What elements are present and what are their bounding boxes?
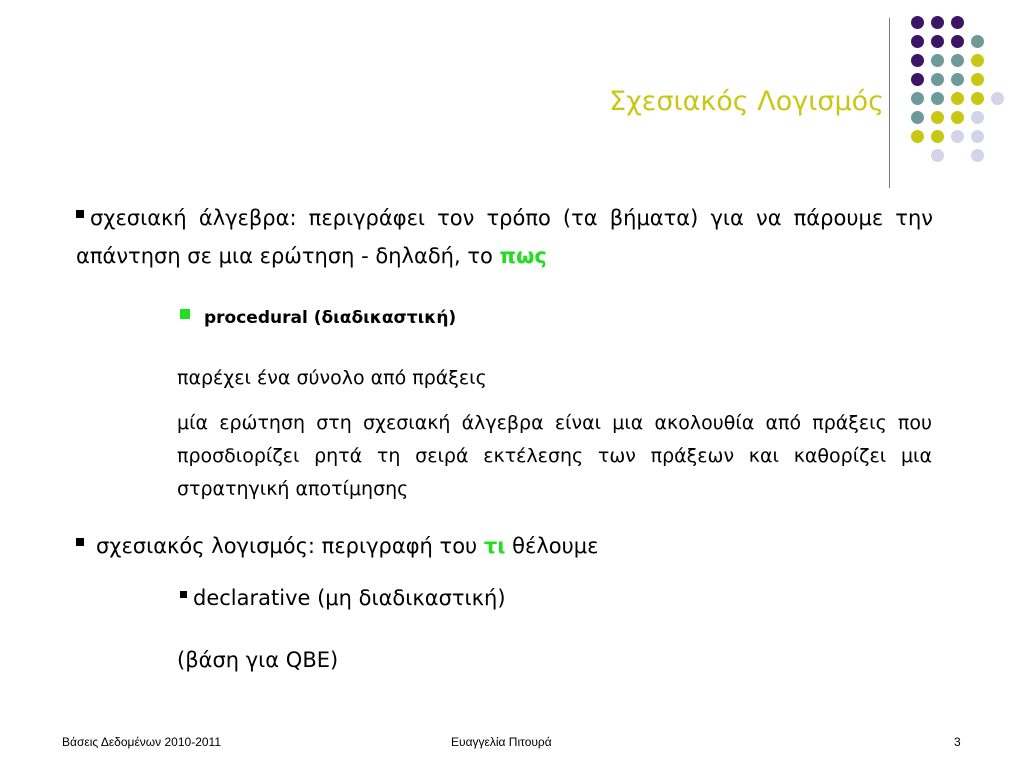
dot: [931, 92, 944, 105]
bullet-square-icon: [180, 591, 187, 598]
dot: [911, 35, 924, 48]
dot: [911, 92, 924, 105]
dot: [911, 73, 924, 86]
slide-title: Σχεσιακός Λογισμός: [609, 86, 884, 117]
dot: [951, 54, 964, 67]
dot: [971, 130, 984, 143]
dot: [951, 92, 964, 105]
bullet-relational-algebra: [76, 199, 933, 275]
dot: [971, 54, 984, 67]
green-bullet-square-icon: [180, 309, 190, 319]
dot: [911, 16, 924, 29]
bullet-text-after: θέλουμε: [505, 534, 599, 558]
dot: [971, 149, 984, 162]
dot: [931, 35, 944, 48]
dot: [931, 73, 944, 86]
dot: [931, 16, 944, 29]
dot: [931, 54, 944, 67]
dot: [971, 111, 984, 124]
dot: [911, 111, 924, 124]
dot: [931, 111, 944, 124]
highlight-how: πως: [499, 244, 547, 268]
paragraph-algebra-query: μία ερώτηση στη σχεσιακή άλγεβρα είναι μια ακολουθία από πράξεις που προσδιορίζει ρητά τη σειρά εκτέλεσης των πράξεων και καθορίζει μια στρατηγική αποτίμησης: [177, 412, 932, 500]
dot: [911, 130, 924, 143]
bullet-square-icon: [76, 538, 84, 546]
sub-bullet-label: procedural (διαδικαστική): [204, 308, 457, 328]
sub-bullet-procedural: [180, 302, 456, 335]
bullet-relational-calculus: [76, 530, 598, 563]
dot: [951, 73, 964, 86]
dot: [951, 111, 964, 124]
dot: [951, 130, 964, 143]
dot: [971, 35, 984, 48]
dot: [991, 92, 1004, 105]
dot: [951, 16, 964, 29]
bullet-text-before: σχεσιακός λογισμός: περιγραφή του: [96, 534, 484, 558]
footer-page-number: 3: [954, 735, 961, 749]
bullet-text: σχεσιακή άλγεβρα: περιγράφει τον τρόπο (τα βήματα) για να πάρουμε την απάντηση σε μια ερώτηση - δηλαδή, το: [76, 206, 933, 268]
highlight-what: τι: [483, 534, 506, 558]
footer-course: Βάσεις Δεδομένων 2010-2011: [62, 735, 221, 749]
dot: [971, 73, 984, 86]
paragraph-qbe: (βάση για QBE): [177, 648, 339, 672]
title-divider-line: [889, 18, 890, 188]
bullet-square-icon: [76, 210, 84, 218]
sub-bullet-label: declarative (μη διαδικαστική): [193, 586, 506, 610]
paragraph-operations: παρέχει ένα σύνολο από πράξεις: [177, 367, 487, 389]
dot: [971, 92, 984, 105]
footer-author: Ευαγγελία Πιτουρά: [451, 735, 552, 749]
dot: [931, 149, 944, 162]
dot: [911, 54, 924, 67]
dot: [951, 35, 964, 48]
dot: [931, 130, 944, 143]
sub-bullet-declarative: [180, 582, 506, 615]
